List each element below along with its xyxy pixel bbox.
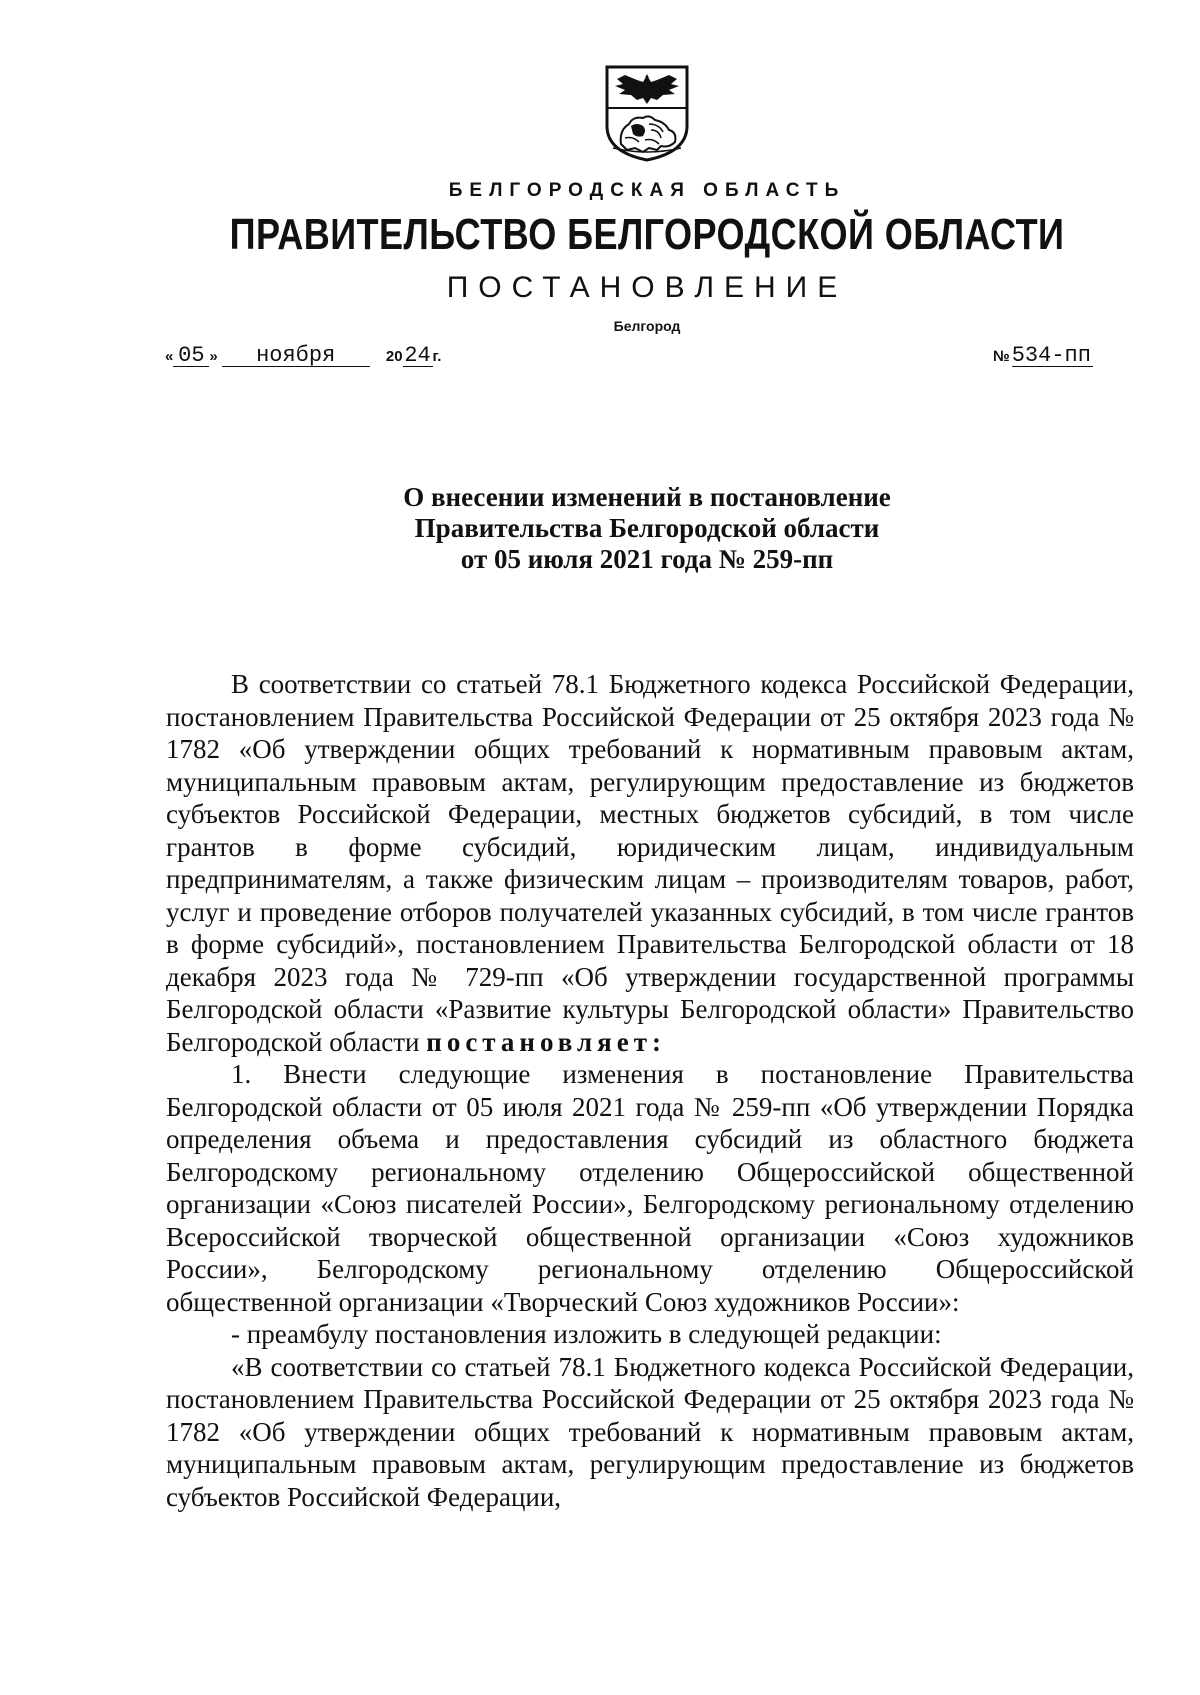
date-year-abbr: г. (432, 348, 442, 365)
coat-of-arms-emblem (603, 64, 691, 162)
document-number-line (993, 343, 1093, 368)
document-body (166, 668, 1134, 1513)
decree-word: постановляет: (426, 1026, 667, 1057)
paragraph-1-text: В соответствии со статьей 78.1 Бюджетного кодекса Российской Федерации, постановлением Правительства Российской Федерации от 25 октября 2023 года № 1782 «Об утверждении общих требований к нормативным правовым актам, муниципальным правовым актам, регулирующим предоставление из бюджетов субъектов Российской Федерации, местных бюджетов субсидий, в том числе грантов в форме субсидий, юридическим лицам, индивидуальным предпринимателям, а также физическим лицам – производителям товаров, работ, услуг и проведение отборов получателей указанных субсидий, в том числе грантов в форме субсидий», постановлением Правительства Белгородской области от 18 декабря 2023 года № 729-пп «Об утверждении государственной программы Белгородской области «Развитие культуры Белгородской области» Правительство Белгородской области (166, 669, 1134, 1057)
number-sign: № (993, 348, 1010, 365)
document-title (0, 482, 1200, 575)
document-number: 534-пп (1011, 343, 1091, 368)
body-paragraph-3: - преамбулу постановления изложить в следующей редакции: (231, 1319, 942, 1349)
date-year-suffix: 24 (404, 343, 431, 368)
body-paragraph-2: 1. Внести следующие изменения в постановление Правительства Белгородской области от 05 июля 2021 года № 259-пп «Об утверждении Порядка определения объема и предоставления субсидий из областного бюджета Белгородскому региональному отделению Общероссийской общественной организации «Союз писателей России», Белгородскому региональному отделению Всероссийской творческой общественной организации «Союз художников России», Белгородскому региональному отделению Общероссийской общественной организации «Творческий Союз художников России»: (166, 1059, 1134, 1317)
date-year-prefix: 20 (385, 348, 403, 365)
body-paragraph-1 (166, 668, 1134, 1058)
city-label: Белгород (613, 318, 681, 334)
date-line (165, 343, 442, 368)
title-line-3: от 05 июля 2021 года № 259-пп (460, 544, 834, 574)
document-type-heading: ПОСТАНОВЛЕНИЕ (446, 271, 848, 304)
title-line-1: О внесении изменений в постановление (403, 482, 891, 512)
date-month: ноября (222, 346, 370, 367)
body-paragraph-4: «В соответствии со статьей 78.1 Бюджетного кодекса Российской Федерации, постановлением Правительства Российской Федерации от 25 октября 2023 года № 1782 «Об утверждении общих требований к нормативным правовым актам, муниципальным правовым актам, регулирующим предоставление из бюджетов субъектов Российской Федерации, (166, 1351, 1134, 1512)
region-heading: БЕЛГОРОДСКАЯ ОБЛАСТЬ (448, 180, 846, 201)
government-heading: ПРАВИТЕЛЬСТВО БЕЛГОРОДСКОЙ ОБЛАСТИ (229, 210, 1065, 259)
close-quote: » (209, 348, 218, 365)
date-day: 05 (173, 346, 209, 367)
open-quote: « (165, 348, 174, 365)
title-line-2: Правительства Белгородской области (414, 513, 880, 543)
